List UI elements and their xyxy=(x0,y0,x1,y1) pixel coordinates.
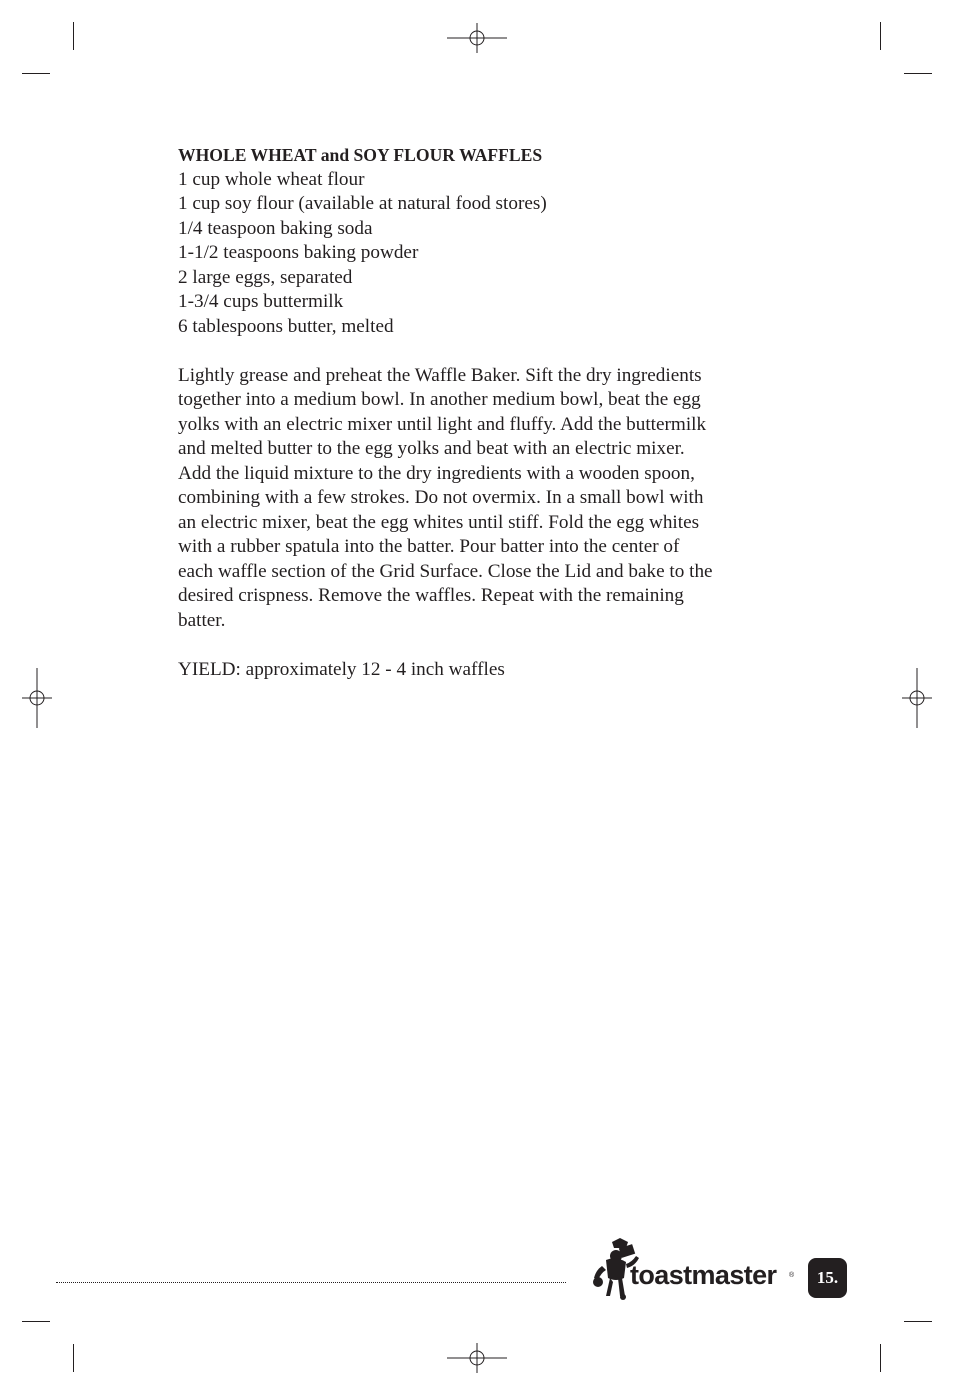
ingredient-item: 1-3/4 cups buttermilk xyxy=(178,291,344,312)
recipe xyxy=(178,143,808,682)
instruction-line: combining with a few strokes. Do not overmix. In a small bowl with xyxy=(178,487,704,508)
instruction-line: Add the liquid mixture to the dry ingredients with a wooden spoon, xyxy=(178,462,695,484)
crop-mark xyxy=(22,1321,50,1322)
ingredient-list xyxy=(178,168,808,340)
registration-mark-icon xyxy=(447,1343,507,1373)
crop-mark xyxy=(22,73,50,74)
brand-wordmark: toastmaster xyxy=(630,1260,777,1290)
registered-mark: ® xyxy=(789,1272,795,1279)
crop-mark xyxy=(904,1321,932,1322)
instruction-line: desired crispness. Remove the waffles. Repeat with the remaining xyxy=(178,585,684,606)
instruction-line: Lightly grease and preheat the Waffle Baker. Sift the dry ingredients xyxy=(178,364,702,386)
crop-mark xyxy=(73,22,74,50)
ingredient-item: 1 cup soy flour (available at natural food stores) xyxy=(178,193,547,214)
crop-mark xyxy=(880,1344,881,1372)
instructions xyxy=(178,364,808,634)
instruction-line: together into a medium bowl. In another medium bowl, beat the egg xyxy=(178,389,701,410)
crop-mark xyxy=(880,22,881,50)
ingredient-item: 2 large eggs, separated xyxy=(178,266,353,288)
instruction-line: yolks with an electric mixer until light and fluffy. Add the buttermilk xyxy=(178,413,707,435)
footer-dotted-rule xyxy=(56,1282,566,1283)
crop-mark xyxy=(904,73,932,74)
instruction-line: with a rubber spatula into the batter. Pour batter into the center of xyxy=(178,536,680,557)
instruction-line: an electric mixer, beat the egg whites until stiff. Fold the egg whites xyxy=(178,511,700,533)
recipe-title: WHOLE WHEAT and SOY FLOUR WAFFLES xyxy=(178,145,543,165)
recipe-yield: YIELD: approximately 12 - 4 inch waffles xyxy=(178,658,505,680)
page-number-badge xyxy=(808,1258,847,1298)
crop-mark xyxy=(73,1344,74,1372)
instruction-line: and melted butter to the egg yolks and beat with an electric mixer. xyxy=(178,438,685,459)
registration-mark-icon xyxy=(447,23,507,53)
ingredient-item: 6 tablespoons butter, melted xyxy=(178,315,394,337)
registration-mark-icon xyxy=(902,668,932,728)
ingredient-item: 1 cup whole wheat flour xyxy=(178,168,365,190)
page-number: 15. xyxy=(816,1268,839,1287)
registration-mark-icon xyxy=(22,668,52,728)
ingredient-item: 1/4 teaspoon baking soda xyxy=(178,217,373,239)
instruction-line: each waffle section of the Grid Surface. Close the Lid and bake to the xyxy=(178,560,713,582)
ingredient-item: 1-1/2 teaspoons baking powder xyxy=(178,242,419,263)
instruction-line: batter. xyxy=(178,609,226,631)
